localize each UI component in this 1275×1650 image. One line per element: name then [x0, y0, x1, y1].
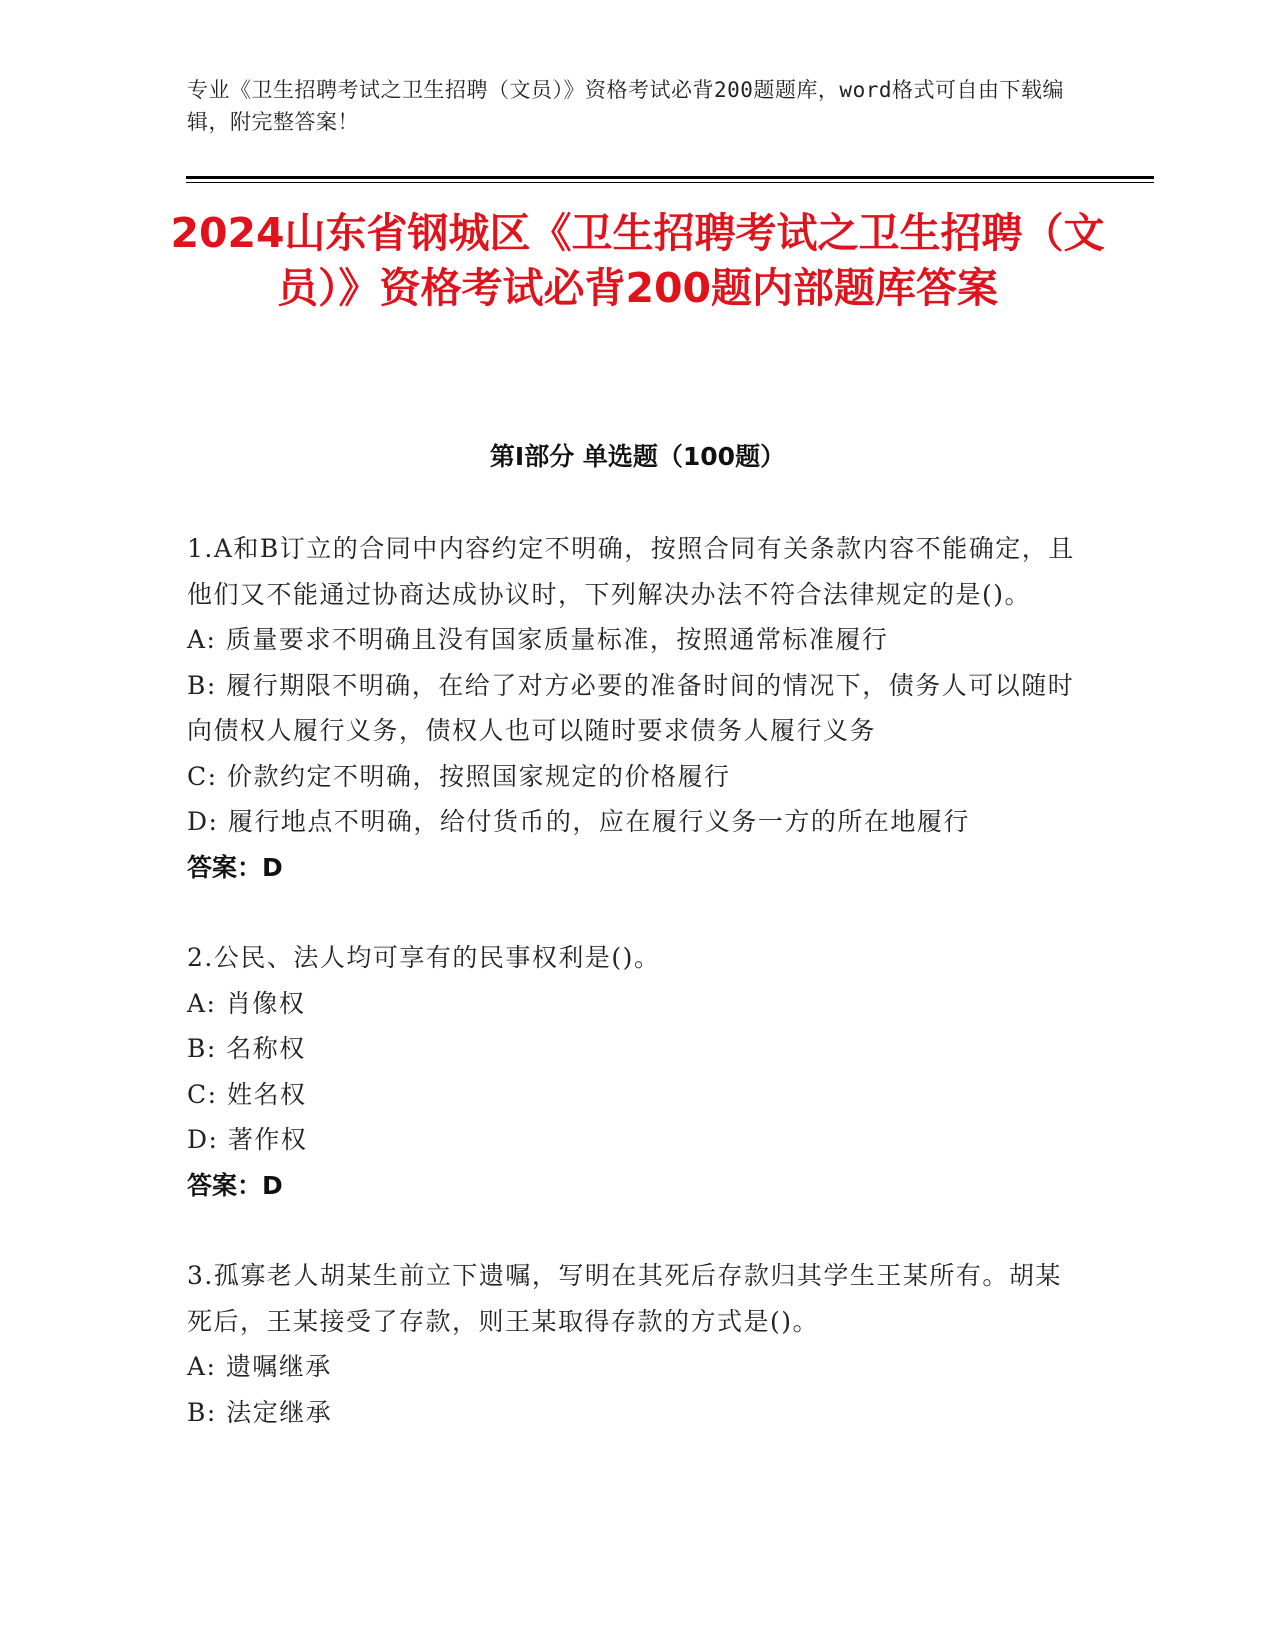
option-b: B: 法定继承: [187, 1397, 333, 1427]
question-stem: 2.公民、法人均可享有的民事权利是()。: [187, 943, 661, 972]
question-2: [187, 935, 1082, 1208]
option-c: C: 价款约定不明确，按照国家规定的价格履行: [187, 761, 731, 791]
header-divider-thin: [186, 182, 1154, 183]
option-b: B: 名称权: [187, 1034, 306, 1063]
document-title: 2024山东省钢城区《卫生招聘考试之卫生招聘（文员）》资格考试必背200题内部题库答案: [170, 209, 1105, 312]
answer: 答案：D: [187, 1170, 283, 1200]
option-a: A: 遗嘱继承: [187, 1352, 332, 1381]
option-b: B: 履行期限不明确，在给了对方必要的准备时间的情况下，债务人可以随时向债权人履行义务，债权人也可以随时要求债务人履行义务: [187, 670, 1075, 745]
option-a: A: 肖像权: [187, 988, 306, 1018]
option-d: D: 履行地点不明确，给付货币的，应在履行义务一方的所在地履行: [187, 807, 970, 836]
question-1: [187, 526, 1082, 890]
header-divider-thick: [186, 176, 1154, 179]
question-stem: 3.孤寡老人胡某生前立下遗嘱，写明在其死后存款归其学生王某所有。胡某死后，王某接受了存款，则王某取得存款的方式是()。: [187, 1261, 1062, 1336]
option-a: A: 质量要求不明确且没有国家质量标准，按照通常标准履行: [187, 625, 889, 654]
section-heading: 第I部分 单选题（100题）: [489, 442, 786, 471]
question-list: [187, 526, 1082, 1480]
header-note: 专业《卫生招聘考试之卫生招聘（文员）》资格考试必背200题题库，word格式可自由下载编辑，附完整答案！: [187, 78, 1064, 134]
answer: 答案：D: [187, 852, 283, 882]
question-stem: 1.A和B订立的合同中内容约定不明确，按照合同有关条款内容不能确定，且他们又不能通过协商达成协议时，下列解决办法不符合法律规定的是()。: [187, 534, 1075, 609]
option-d: D: 著作权: [187, 1125, 308, 1154]
option-c: C: 姓名权: [187, 1079, 307, 1109]
question-3: [187, 1253, 1082, 1435]
